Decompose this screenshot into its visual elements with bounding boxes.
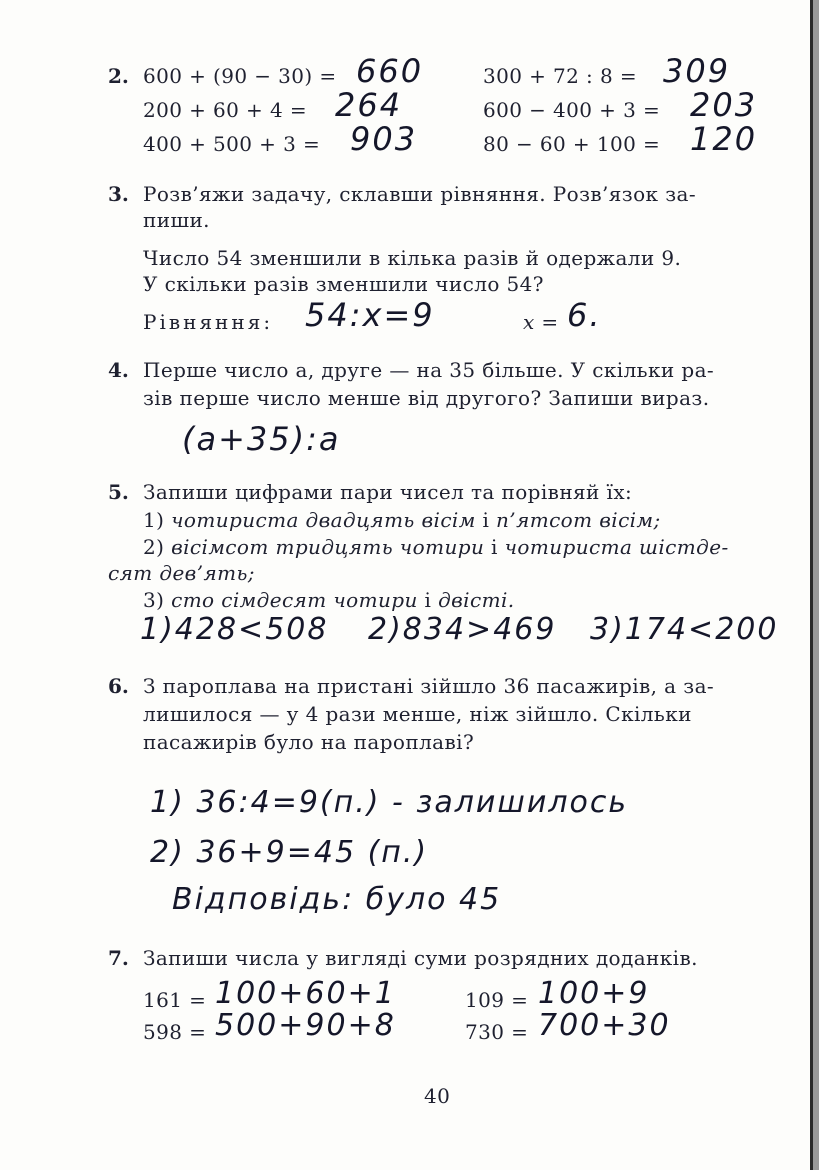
handwritten-answer: 100+60+1: [215, 976, 396, 1011]
expression: 730 =: [465, 1020, 529, 1044]
expression: 200 + 60 + 4 =: [143, 98, 308, 122]
task-text: Запиши числа у вигляді суми розрядних доданків.: [143, 946, 698, 970]
handwritten-answer: 3)174<200: [590, 612, 779, 647]
handwritten-answer: 120: [690, 120, 758, 158]
task-text: Запиши цифрами пари чисел та порівняй їх:: [143, 480, 633, 504]
handwritten-solution: 1) 36:4=9(п.) - залишилось: [150, 785, 629, 820]
number-words: двісті.: [438, 588, 515, 612]
handwritten-answer: 700+30: [538, 1008, 671, 1043]
conjunction: і: [482, 508, 490, 532]
item-number: 1): [143, 508, 165, 532]
page-edge: [813, 0, 819, 1170]
handwritten-solution: 2) 36+9=45 (п.): [150, 835, 429, 870]
number-words: сто сімдесят чотири: [171, 588, 418, 612]
handwritten-answer: 6.: [567, 296, 602, 334]
task-text: З пароплава на пристані зійшло 36 пасажирів, а за-: [143, 674, 715, 698]
exercise-number: 2.: [108, 64, 129, 88]
handwritten-answer: Відповідь: було 45: [172, 882, 502, 917]
task-text: Число 54 зменшили в кілька разів й одержали 9.: [143, 246, 682, 270]
page-number: 40: [424, 1084, 451, 1108]
expression: 109 =: [465, 988, 529, 1012]
item-number: 3): [143, 588, 165, 612]
task-text: лишилося — у 4 рази менше, ніж зійшло. Скільки: [143, 702, 692, 726]
number-words: вісімсот тридцять чотири: [171, 535, 485, 559]
equation-label: Рівняння:: [143, 310, 274, 334]
task-text: зів перше число менше від другого? Запиши вираз.: [143, 386, 710, 410]
handwritten-answer: 903: [350, 120, 418, 158]
handwritten-answer: 500+90+8: [215, 1008, 396, 1043]
handwritten-answer: 264: [335, 86, 403, 124]
expression: 400 + 500 + 3 =: [143, 132, 321, 156]
list-item: [143, 535, 729, 559]
expression: 80 − 60 + 100 =: [483, 132, 661, 156]
conjunction: і: [491, 535, 498, 559]
number-words: чотириста двадцять вісім: [171, 508, 476, 532]
exercise-number: 4.: [108, 358, 129, 382]
task-text: У скільки разів зменшили число 54?: [143, 272, 544, 296]
task-text: Перше число a, друге — на 35 більше. У скільки ра-: [143, 358, 715, 382]
x-label: x =: [523, 310, 559, 334]
exercise-number: 6.: [108, 674, 129, 698]
task-text: пасажирів було на пароплаві?: [143, 730, 475, 754]
number-words: п’ятсот вісім;: [496, 508, 661, 532]
list-item: [143, 508, 661, 532]
conjunction: і: [424, 588, 432, 612]
item-number: 2): [143, 535, 165, 559]
exercise-number: 5.: [108, 480, 129, 504]
expression: 161 =: [143, 988, 207, 1012]
number-words: чотириста шістде-: [504, 535, 729, 559]
expression: 600 + (90 − 30) =: [143, 64, 337, 88]
handwritten-answer: (a+35):a: [182, 420, 341, 458]
handwritten-answer: 309: [663, 52, 731, 90]
handwritten-answer: 1)428<508: [140, 612, 329, 647]
exercise-number: 3.: [108, 182, 129, 206]
handwritten-answer: 54:x=9: [305, 296, 435, 334]
number-words: сят дев’ять;: [108, 561, 255, 585]
task-text: пиши.: [143, 208, 210, 232]
handwritten-answer: 660: [356, 52, 424, 90]
handwritten-answer: 100+9: [538, 976, 650, 1011]
expression: 600 − 400 + 3 =: [483, 98, 661, 122]
handwritten-answer: 2)834>469: [368, 612, 557, 647]
handwritten-answer: 203: [690, 86, 758, 124]
page-edge-line: [810, 0, 813, 1170]
exercise-number: 7.: [108, 946, 129, 970]
task-text: Розв’яжи задачу, склавши рівняння. Розв’язок за-: [143, 182, 697, 206]
expression: 300 + 72 : 8 =: [483, 64, 637, 88]
list-item: [143, 588, 515, 612]
expression: 598 =: [143, 1020, 207, 1044]
